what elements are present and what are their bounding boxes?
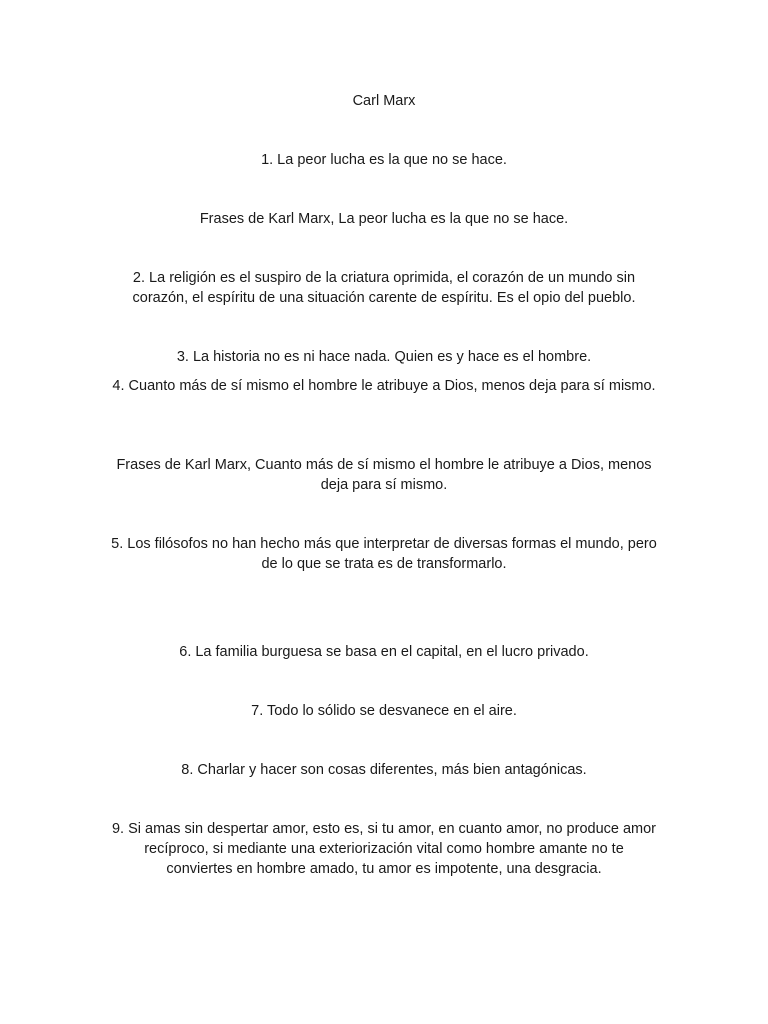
quote-caption: Frases de Karl Marx, La peor lucha es la que no se hace.	[199, 211, 569, 227]
quote-paragraph: 6. La familia burguesa se basa en el capital, en el lucro privado.	[179, 644, 589, 660]
quote-paragraph: 9. Si amas sin despertar amor, esto es, si tu amor, en cuanto amor, no produce amor recíproco, si mediante una exteriorización vital como hombre amante no te conviertes en hombre amado, tu amor es impotente, una desgracia.	[111, 821, 657, 877]
quote-paragraph: 7. Todo lo sólido se desvanece en el aire.	[251, 703, 517, 719]
quote-paragraph: 2. La religión es el suspiro de la criatura oprimida, el corazón de un mundo sin corazón, el espíritu de una situación carente de espíritu. Es el opio del pueblo.	[132, 270, 636, 306]
quote-paragraph: 5. Los filósofos no han hecho más que interpretar de diversas formas el mundo, pero de lo que se trata es de transformarlo.	[111, 536, 657, 572]
quote-paragraph: 4. Cuanto más de sí mismo el hombre le atribuye a Dios, menos deja para sí mismo.	[112, 378, 656, 394]
quote-paragraph: 8. Charlar y hacer son cosas diferentes, más bien antagónicas.	[181, 762, 587, 778]
quote-paragraph: 1. La peor lucha es la que no se hace.	[261, 152, 507, 168]
quote-paragraph: 3. La historia no es ni hace nada. Quien es y hace es el hombre.	[176, 349, 592, 365]
document-title: Carl Marx	[352, 93, 416, 109]
quote-caption: Frases de Karl Marx, Cuanto más de sí mismo el hombre le atribuye a Dios, menos deja para sí mismo.	[116, 457, 652, 493]
